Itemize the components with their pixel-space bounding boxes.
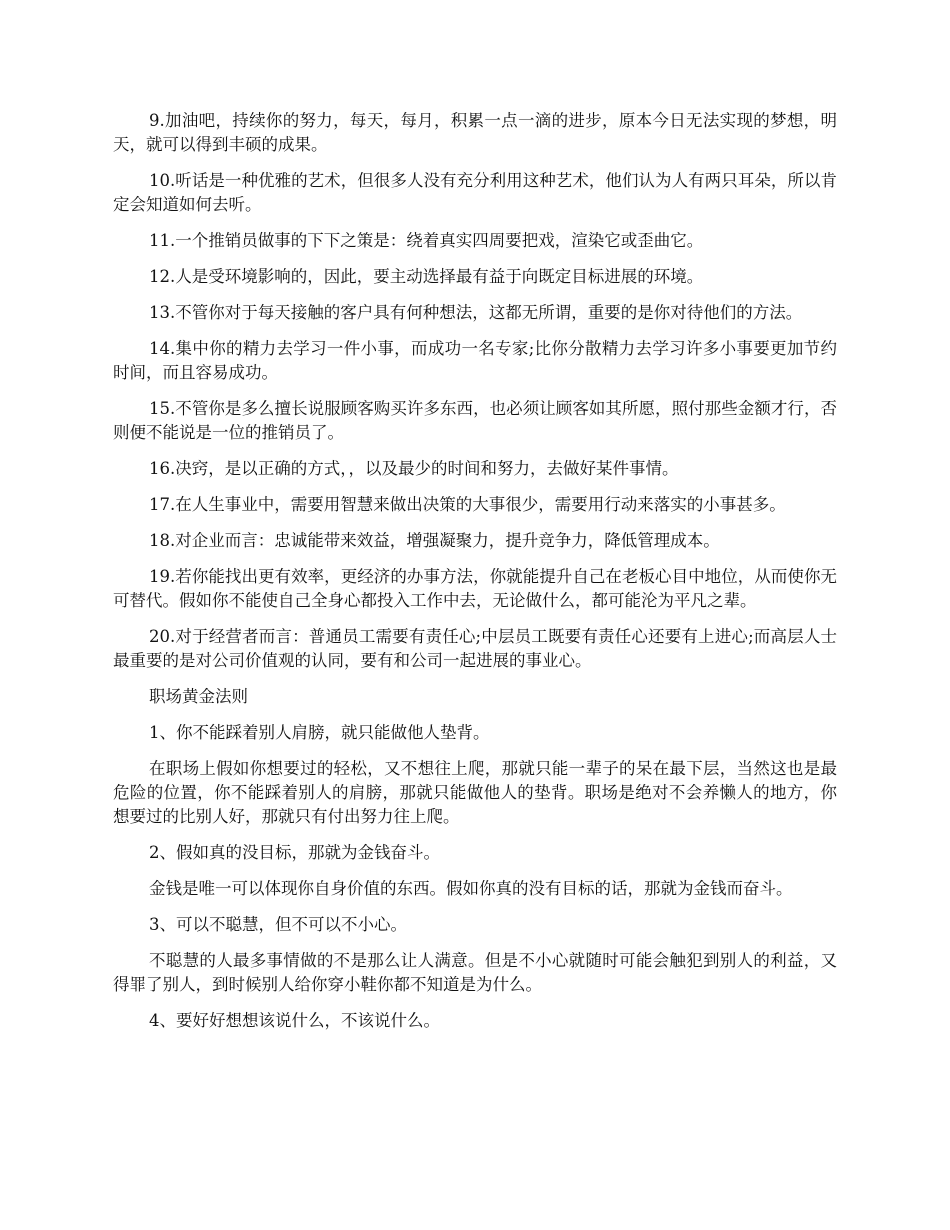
paragraph: 9.加油吧，持续你的努力，每天，每月，积累一点一滴的进步，原本今日无法实现的梦想，明天，就可以得到丰硕的成果。 [113, 111, 837, 154]
rule-heading: 2、假如真的没目标，那就为金钱奋斗。 [149, 843, 440, 862]
paragraph: 18.对企业而言：忠诚能带来效益，增强凝聚力，提升竞争力，降低管理成本。 [149, 531, 720, 550]
paragraph: 10.听话是一种优雅的艺术，但很多人没有充分利用这种艺术，他们认为人有两只耳朵，所以肯定会知道如何去听。 [113, 171, 837, 214]
document-body [113, 109, 837, 1045]
paragraph: 不聪慧的人最多事情做的不是那么让人满意。但是不小心就随时可能会触犯到别人的利益，又得罪了别人，到时候别人给你穿小鞋你都不知道是为什么。 [113, 951, 837, 994]
paragraph: 15.不管你是多么擅长说服顾客购买许多东西，也必须让顾客如其所愿，照付那些金额才行，否则便不能说是一位的推销员了。 [113, 399, 837, 442]
paragraph: 14.集中你的精力去学习一件小事，而成功一名专家;比你分散精力去学习许多小事要更加节约时间，而且容易成功。 [113, 339, 837, 382]
section-heading: 职场黄金法则 [149, 687, 248, 706]
paragraph: 金钱是唯一可以体现你自身价值的东西。假如你真的没有目标的话，那就为金钱而奋斗。 [149, 879, 793, 898]
paragraph: 17.在人生事业中，需要用智慧来做出决策的大事很少，需要用行动来落实的小事甚多。 [149, 495, 786, 514]
paragraph: 11.一个推销员做事的下下之策是：绕着真实四周要把戏，渲染它或歪曲它。 [149, 231, 704, 250]
paragraph: 12.人是受环境影响的，因此，要主动选择最有益于向既定目标进展的环境。 [149, 267, 704, 286]
paragraph: 19.若你能找出更有效率，更经济的办事方法，你就能提升自己在老板心目中地位，从而使你无可替代。假如你不能使自己全身心都投入工作中去，无论做什么，都可能沦为平凡之辈。 [113, 567, 837, 610]
paragraph: 20.对于经营者而言：普通员工需要有责任心;中层员工既要有责任心还要有上进心;而高层人士最重要的是对公司价值观的认同，要有和公司一起进展的事业心。 [113, 627, 837, 670]
rule-heading: 3、可以不聪慧，但不可以不小心。 [149, 915, 407, 934]
rule-heading: 1、你不能踩着别人肩膀，就只能做他人垫背。 [149, 723, 490, 742]
rule-heading: 4、要好好想想该说什么，不该说什么。 [149, 1011, 440, 1030]
paragraph: 在职场上假如你想要过的轻松，又不想往上爬，那就只能一辈子的呆在最下层，当然这也是最危险的位置，你不能踩着别人的肩膀，那就只能做他人的垫背。职场是绝对不会养懒人的地方，你想要过的比别人好，那就只有付出努力往上爬。 [113, 759, 837, 826]
paragraph: 16.决窍，是以正确的方式，，以及最少的时间和努力，去做好某件事情。 [149, 459, 679, 478]
paragraph: 13.不管你对于每天接触的客户具有何种想法，这都无所谓，重要的是你对待他们的方法。 [149, 303, 803, 322]
